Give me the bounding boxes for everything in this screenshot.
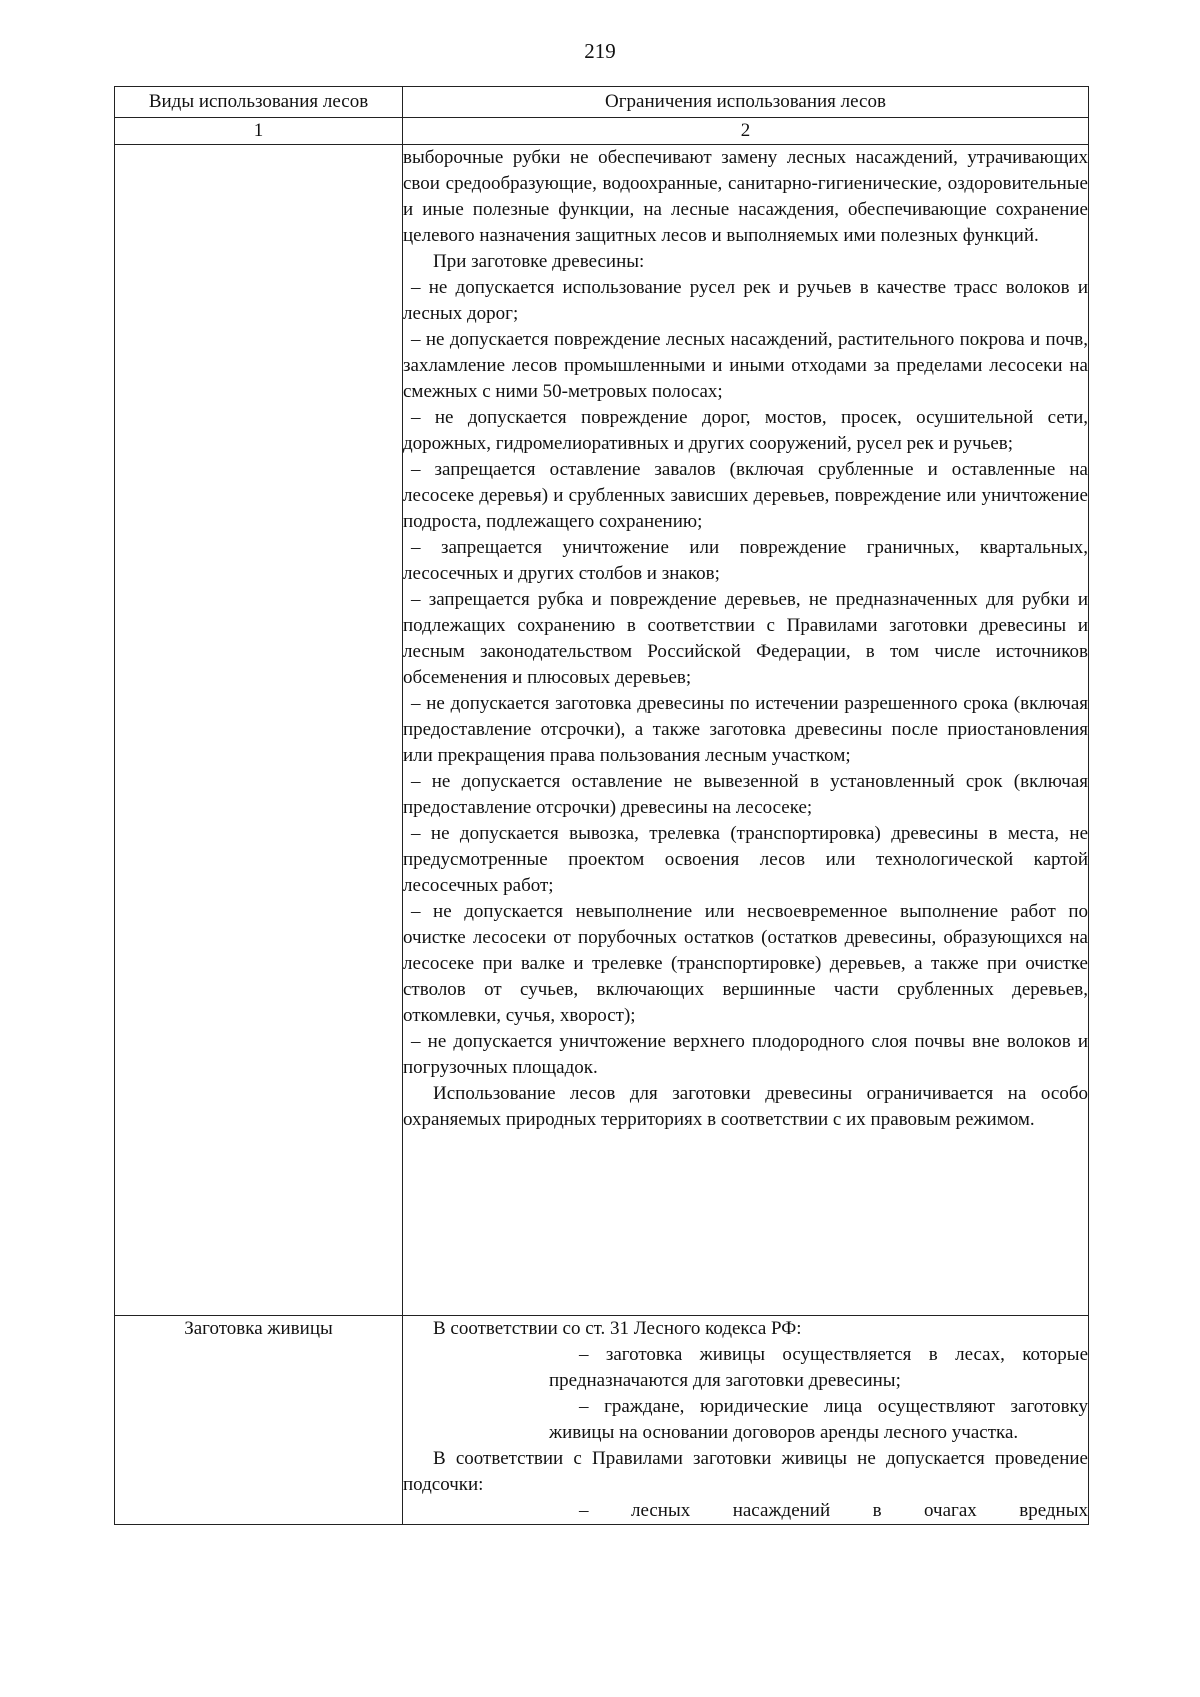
paragraph: – заготовка живицы осуществляется в лесах, которые предназначаются для заготовки древесины; [549, 1344, 1088, 1391]
table-row [115, 145, 1089, 1316]
column-number-1: 1 [115, 118, 403, 145]
restrictions-paragraphs [403, 145, 1088, 1133]
paragraph: – не допускается повреждение дорог, мостов, просек, осушительной сети, дорожных, гидромелиоративных и других сооружений, русел рек и ручьев; [403, 407, 1088, 454]
paragraph: – не допускается заготовка древесины по истечении разрешенного срока (включая предоставление отсрочки), а также заготовка древесины после приостановления или прекращения права пользования лесным участком; [403, 693, 1088, 766]
paragraph: В соответствии с Правилами заготовки живицы не допускается проведение подсочки: [403, 1448, 1088, 1495]
column-number-row [115, 118, 1089, 145]
paragraph: выборочные рубки не обеспечивают замену лесных насаждений, утрачивающих свои средообразующие, водоохранные, санитарно-гигиенические, оздоровительные и иные полезные функции, на лесные насаждения, обеспечивающие сохранение целевого назначения защитных лесов и выполняемых ими полезных функций. [403, 147, 1088, 246]
forest-use-table [114, 86, 1089, 1525]
paragraph: – не допускается уничтожение верхнего плодородного слоя почвы вне волоков и погрузочных площадок. [403, 1031, 1088, 1078]
paragraph: – граждане, юридические лица осуществляют заготовку живицы на основании договоров аренды лесного участка. [549, 1396, 1088, 1443]
column-header-forest-use-types: Виды использования лесов [115, 87, 403, 118]
paragraph: – не допускается оставление не вывезенной в установленный срок (включая предоставление отсрочки) древесины на лесосеке; [403, 771, 1088, 818]
use-type-cell [115, 145, 403, 1316]
paragraph: – не допускается невыполнение или несвоевременное выполнение работ по очистке лесосеки от порубочных остатков (остатков древесины, образующихся на лесосеке при валке и трелевке (транспортировке) деревьев, а также при очистке стволов от сучьев, включающих вершинные части срубленных деревьев, откомлевки, сучья, хворост); [403, 901, 1088, 1026]
table-header-row [115, 87, 1089, 118]
restrictions-cell [403, 145, 1089, 1316]
paragraph: В соответствии со ст. 31 Лесного кодекса РФ: [433, 1318, 802, 1339]
paragraph: – лесных насаждений в очагах вредных [579, 1500, 1088, 1521]
paragraph: – не допускается использование русел рек и ручьев в качестве трасс волоков и лесных дорог; [403, 277, 1088, 324]
table-row [115, 1316, 1089, 1525]
page-number: 219 [584, 39, 616, 63]
column-header-forest-use-restrictions: Ограничения использования лесов [403, 87, 1089, 118]
paragraph: – запрещается рубка и повреждение деревьев, не предназначенных для рубки и подлежащих сохранению в соответствии с Правилами заготовки древесины и лесным законодательством Российской Федерации, в том числе источников обсеменения и плюсовых деревьев; [403, 589, 1088, 688]
paragraph: – запрещается уничтожение или повреждение граничных, квартальных, лесосечных и других столбов и знаков; [403, 537, 1088, 584]
paragraph: – запрещается оставление завалов (включая срубленные и оставленные на лесосеке деревья) и срубленных зависших деревьев, повреждение или уничтожение подроста, подлежащего сохранению; [403, 459, 1088, 532]
use-type-cell-resin: Заготовка живицы [115, 1316, 403, 1525]
paragraph: – не допускается повреждение лесных насаждений, растительного покрова и почв, захламление лесов промышленными и иными отходами за пределами лесосеки на смежных с ними 50-метровых полосах; [403, 329, 1088, 402]
paragraph: При заготовке древесины: [433, 251, 645, 272]
paragraph: – не допускается вывозка, трелевка (транспортировка) древесины в места, не предусмотренные проектом освоения лесов или технологической картой лесосечных работ; [403, 823, 1088, 896]
column-number-2: 2 [403, 118, 1089, 145]
restrictions-paragraphs-resin [403, 1316, 1088, 1524]
restrictions-cell-resin [403, 1316, 1089, 1525]
paragraph: Использование лесов для заготовки древесины ограничивается на особо охраняемых природных территориях в соответствии с их правовым режимом. [403, 1083, 1088, 1130]
